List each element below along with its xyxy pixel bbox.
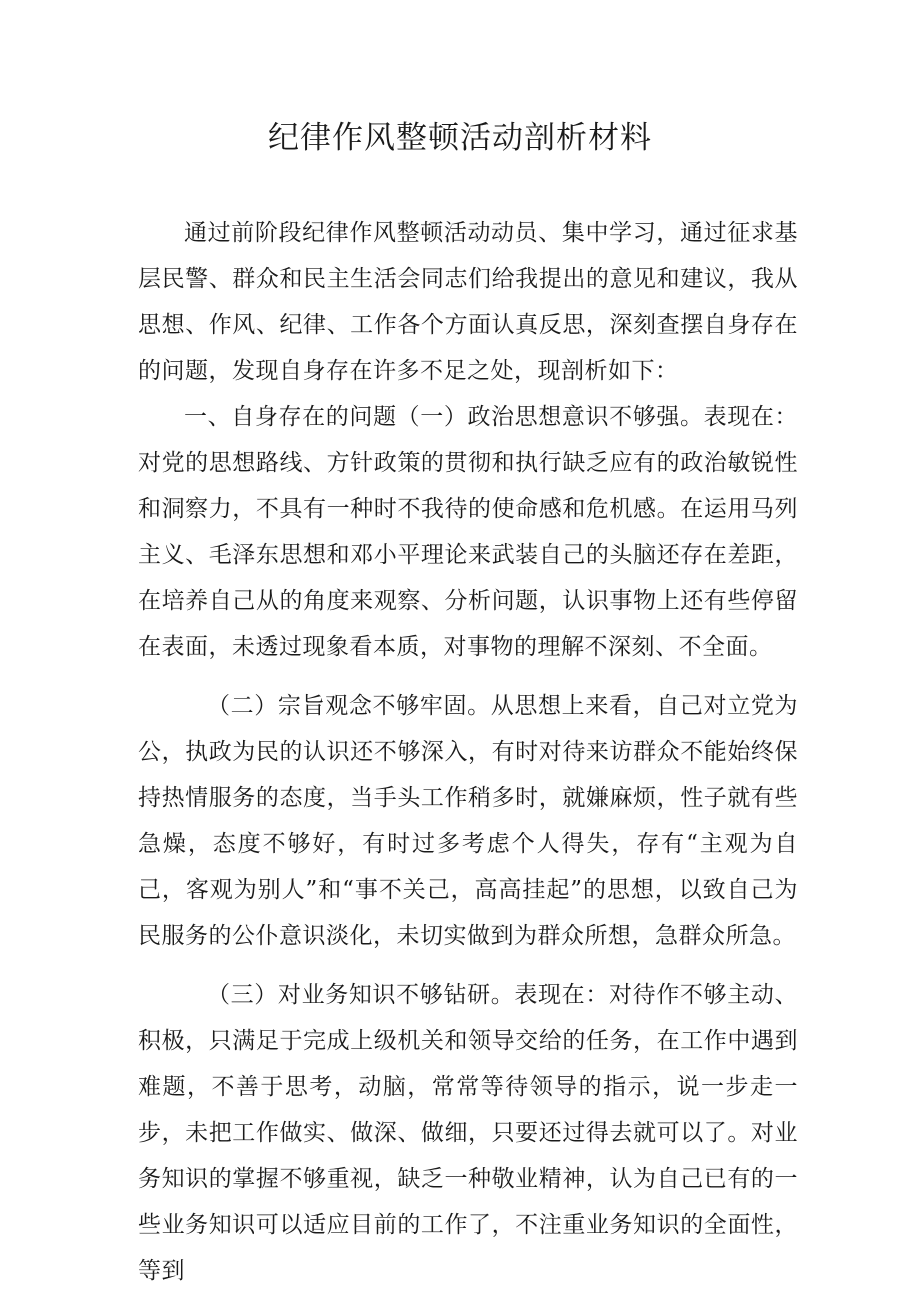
paragraph-section-3: （三）对业务知识不够钻研。表现在：对待作不够主动、积极，只满足于完成上级机关和领导交给的任务，在工作中遇到难题，不善于思考，动脑，常常等待领导的指示，说一步走一步，未把工作做实、做深、做细，只要还过得去就可以了。对业务知识的掌握不够重视，缺乏一种敬业精神，认为自己已有的一些业务知识可以适应目前的工作了，不注重业务知识的全面性，等到 xyxy=(138,982,798,1284)
paragraph-section-1: 一、自身存在的问题（一）政治思想意识不够强。表现在：对党的思想路线、方针政策的贯彻和执行缺乏应有的政治敏锐性和洞察力，不具有一种时不我待的使命感和危机感。在运用马列主义、毛泽东思想和邓小平理论来武装自己的头脑还存在差距，在培养自己从的角度来观察、分析问题，认识事物上还有些停留在表面，未透过现象看本质，对事物的理解不深刻、不全面。 xyxy=(138,404,798,660)
document-title: 纪律作风整顿活动剖析材料 xyxy=(268,120,652,156)
document-body xyxy=(138,210,798,1294)
paragraph-section-2: （二）宗旨观念不够牢固。从思想上来看，自己对立党为公，执政为民的认识还不够深入，有时对待来访群众不能始终保持热情服务的态度，当手头工作稍多时，就嫌麻烦，性子就有些急燥，态度不够好，有时过多考虑个人得失，存有“主观为自己，客观为别人”和“事不关己，高高挂起”的思想，以致自己为民服务的公仆意识淡化，未切实做到为群众所想，急群众所急。 xyxy=(138,693,798,949)
paragraph-intro: 通过前阶段纪律作风整顿活动动员、集中学习，通过征求基层民警、群众和民主生活会同志们给我提出的意见和建议，我从思想、作风、纪律、工作各个方面认真反思，深刻查摆自身存在的问题，发现自身存在许多不足之处，现剖析如下： xyxy=(138,220,798,384)
